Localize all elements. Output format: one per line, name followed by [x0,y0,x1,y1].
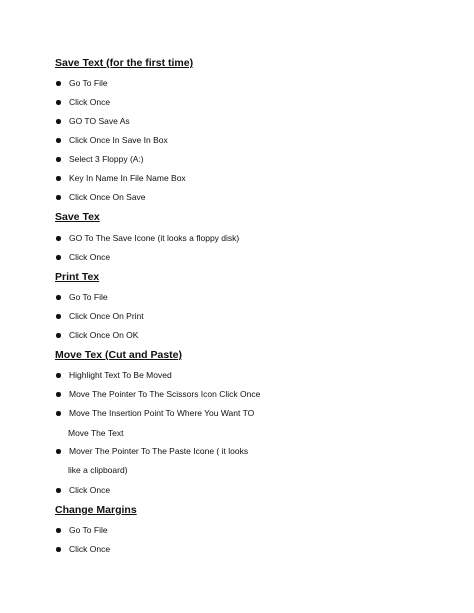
list-item-continuation: like a clipboard) [68,465,128,475]
list-item-text: Go To File [69,525,108,535]
bullet-icon [56,373,61,378]
section-heading-save-text-first-time: Save Text (for the first time) [55,57,194,69]
bullet-icon [56,100,61,105]
list-item-continuation: Move The Text [68,428,124,438]
section-heading-save-tex: Save Tex [55,211,100,223]
bullet-icon [56,488,61,493]
list-item-text: Click Once [69,252,111,262]
list-item-text: GO TO Save As [69,116,130,126]
list-item-text: Move The Insertion Point To Where You Want TO [69,408,255,418]
bullet-icon [56,333,61,338]
list-item-text: Click Once On OK [69,330,139,340]
list-item-text: Click Once On Save [69,192,146,202]
bullet-icon [56,119,61,124]
bullet-icon [56,255,61,260]
list-item-text: Click Once [69,544,111,554]
list-item-text: Click Once On Print [69,311,144,321]
bullet-icon [56,547,61,552]
bullet-icon [56,236,61,241]
list-item-text: GO To The Save Icone (it looks a floppy disk) [69,233,240,243]
bullet-icon [56,81,61,86]
list-item-text: Go To File [69,292,108,302]
list-item-text: Key In Name In File Name Box [69,173,186,183]
section-heading-move-tex: Move Tex (Cut and Paste) [55,349,182,361]
bullet-icon [56,176,61,181]
bullet-icon [56,138,61,143]
list-item-text: Go To File [69,78,108,88]
bullet-icon [56,195,61,200]
bullet-icon [56,449,61,454]
list-item-text: Move The Pointer To The Scissors Icon Click Once [69,389,261,399]
list-item-text: Click Once [69,97,111,107]
bullet-icon [56,157,61,162]
bullet-icon [56,314,61,319]
bullet-icon [56,295,61,300]
bullet-icon [56,528,61,533]
bullet-icon [56,392,61,397]
bullet-icon [56,411,61,416]
list-item-text: Click Once In Save In Box [69,135,168,145]
section-heading-print-tex: Print Tex [55,271,100,283]
list-item-text: Mover The Pointer To The Paste Icone ( it looks [69,446,249,456]
list-item-text: Click Once [69,485,111,495]
section-heading-change-margins: Change Margins [55,504,137,516]
list-item-text: Highlight Text To Be Moved [69,370,172,380]
list-item-text: Select 3 Floppy (A:) [69,154,144,164]
